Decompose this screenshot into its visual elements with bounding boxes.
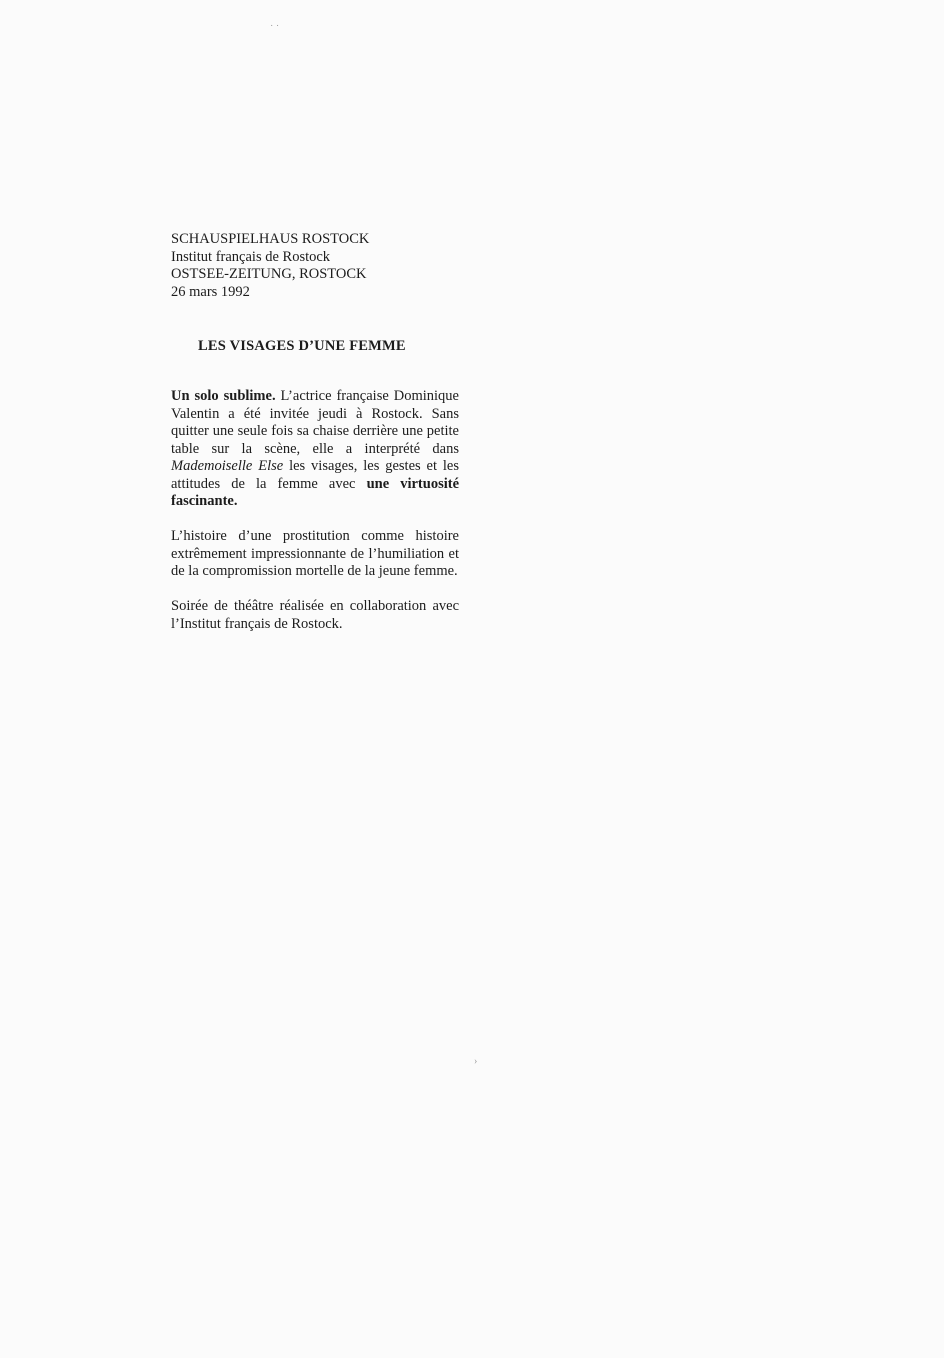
publication-date: 26 mars 1992 <box>171 283 250 300</box>
paragraph-1-text-a: L’actrice française Dominique Valentin a été invitée jeudi à Rostock. Sans quitter une seule fois sa chaise derrière une petite table sur la scène, elle a interprété dans <box>171 388 459 457</box>
scan-speck-bottom: › <box>474 1056 478 1067</box>
article-title: LES VISAGES D’UNE FEMME <box>198 338 406 354</box>
theatre-name: SCHAUSPIELHAUS ROSTOCK <box>171 231 370 247</box>
lead-sentence: Un solo sublime. <box>171 388 276 404</box>
paragraph-3: Soirée de théâtre réalisée en collaboration avec l’Institut français de Rostock. <box>171 598 459 632</box>
play-title: Mademoiselle Else <box>171 458 284 474</box>
paragraph-2: L’histoire d’une prostitution comme histoire extrêmement impressionnante de l’humiliation et de la compromission mortelle de la jeune femme. <box>171 528 459 579</box>
institute-name: Institut français de Rostock <box>171 248 331 265</box>
paragraph-1-text-b: les visages, les gestes et les attitudes de la femme avec <box>171 458 459 492</box>
newspaper-name: OSTSEE-ZEITUNG, ROSTOCK <box>171 266 367 282</box>
paragraph-1-bold-end: une virtuosité fascinante. <box>171 475 460 509</box>
scan-speck-top: ˙ ˙ <box>270 24 280 35</box>
article-body <box>171 388 459 651</box>
paragraph-1 <box>171 388 459 511</box>
source-header <box>171 231 369 301</box>
